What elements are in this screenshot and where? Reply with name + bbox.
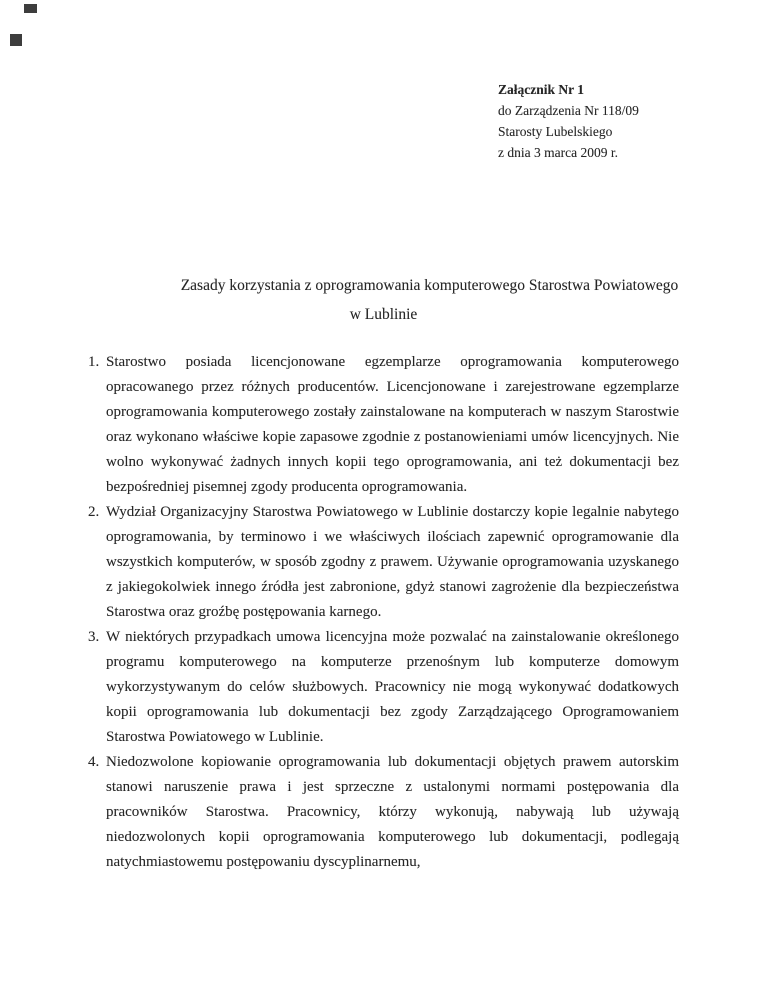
issue-date: z dnia 3 marca 2009 r. (498, 145, 618, 160)
list-item-number: 3. (88, 629, 100, 645)
list-item-text: W niektórych przypadkach umowa licencyjna może pozwalać na zainstalowanie określonego programu komputerowego na komputerze przenośnym lub komputerze domowym wykorzystywanym do celów służbowych. Pracownicy nie mogą wykonywać dodatkowych kopii oprogramowania lub dokumentacji bez zgody Zarządzającego Oprogramowaniem Starostwa Powiatowego w Lublinie. (106, 629, 679, 745)
list-item (88, 750, 679, 875)
list-item-number: 4. (88, 754, 100, 770)
list-item-number: 1. (88, 354, 100, 370)
document-title: Zasady korzystania z oprogramowania komputerowego Starostwa Powiatowego w Lublinie (180, 277, 679, 323)
list-item (88, 350, 679, 500)
list-item-number: 2. (88, 504, 100, 520)
rules-list (88, 350, 679, 875)
scan-artifact-mark (10, 34, 22, 46)
list-item (88, 625, 679, 750)
list-item (88, 500, 679, 625)
document-body (88, 0, 679, 875)
scan-artifact-mark (24, 4, 37, 13)
attachment-label: Załącznik Nr 1 (498, 82, 585, 97)
issuer-name: Starosty Lubelskiego (498, 124, 613, 139)
ordinance-reference: do Zarządzenia Nr 118/09 (498, 103, 639, 118)
list-item-text: Starostwo posiada licencjonowane egzemplarze oprogramowania komputerowego opracowanego przez różnych producentów. Licencjonowane i zarejestrowane egzemplarze oprogramowania komputerowego zostały zainstalowane na komputerach w naszym Starostwie oraz wykonano właściwe kopie zapasowe zgodnie z postanowieniami umów licencyjnych. Nie wolno wykonywać żadnych innych kopii tego oprogramowania, ani też dokumentacji bez bezpośredniej pisemnej zgody producenta oprogramowania. (106, 354, 679, 495)
list-item-text: Niedozwolone kopiowanie oprogramowania lub dokumentacji objętych prawem autorskim stanowi naruszenie prawa i jest sprzeczne z ustalonymi normami postępowania dla pracowników Starostwa. Pracownicy, którzy wykonują, nabywają lub używają niedozwolonych kopii oprogramowania komputerowego lub dokumentacji, podlegają natychmiastowemu postępowaniu dyscyplinarnemu, (106, 754, 679, 870)
list-item-text: Wydział Organizacyjny Starostwa Powiatowego w Lublinie dostarczy kopie legalnie nabytego oprogramowania, by terminowo i we właściwych ilościach zapewnić oprogramowanie dla wszystkich komputerów, w sposób zgodny z prawem. Używanie oprogramowania uzyskanego z jakiegokolwiek innego źródła jest zabronione, gdyż stanowi zagrożenie dla bezpieczeństwa Starostwa oraz groźbę postępowania karnego. (106, 504, 679, 620)
